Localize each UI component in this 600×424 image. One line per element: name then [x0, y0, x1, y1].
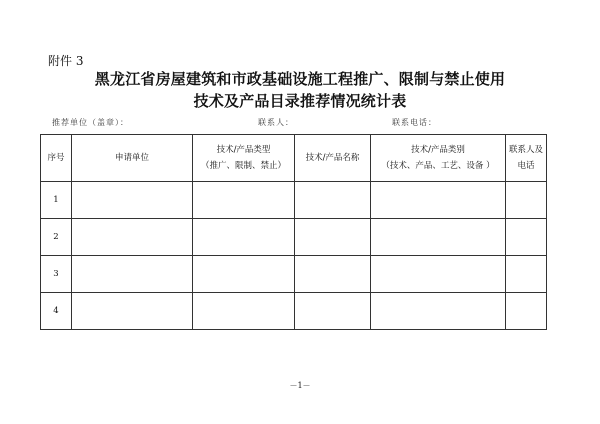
cell-tech-type — [193, 256, 295, 293]
cell-tech-type — [193, 293, 295, 330]
table-row — [41, 219, 547, 256]
header-tech-type — [193, 135, 295, 182]
cell-applicant — [72, 182, 193, 219]
cell-tech-name — [295, 182, 371, 219]
cell-applicant — [72, 256, 193, 293]
contact-phone-label: 联系电话： — [392, 118, 437, 127]
cell-contact — [506, 256, 547, 293]
contact-person-label: 联系人： — [258, 118, 294, 127]
table-header-row — [41, 135, 547, 182]
cell-contact — [506, 293, 547, 330]
cell-tech-name — [295, 293, 371, 330]
table-row — [41, 182, 547, 219]
cell-applicant — [72, 293, 193, 330]
row-number: 3 — [41, 256, 72, 293]
page-number: －1－ — [289, 381, 311, 390]
cell-tech-category — [371, 256, 506, 293]
cell-tech-type — [193, 182, 295, 219]
recommender-label: 推荐单位（盖章）： — [52, 118, 129, 127]
row-number: 1 — [41, 182, 72, 219]
header-tech-category-label: 技术/产品类别 — [411, 145, 465, 155]
header-tech-type-label: 技术/产品类型 — [216, 145, 271, 155]
cell-tech-name — [295, 219, 371, 256]
cell-tech-category — [371, 182, 506, 219]
table-row — [41, 256, 547, 293]
row-number: 4 — [41, 293, 72, 330]
row-number: 2 — [41, 219, 72, 256]
cell-contact — [506, 219, 547, 256]
document-title-line-1: 黑龙江省房屋建筑和市政基础设施工程推广、限制与禁止使用 — [94, 70, 506, 88]
header-tech-category — [371, 135, 506, 182]
header-tech-name: 技术/产品名称 — [295, 135, 371, 182]
cell-contact — [506, 182, 547, 219]
header-applicant: 申请单位 — [72, 135, 193, 182]
header-tech-category-options: （技术、产品、工艺、设备 ） — [381, 161, 495, 171]
header-contact: 联系人及电话 — [506, 135, 547, 182]
cell-tech-category — [371, 219, 506, 256]
document-title-line-2: 技术及产品目录推荐情况统计表 — [193, 92, 407, 110]
cell-applicant — [72, 219, 193, 256]
cell-tech-category — [371, 293, 506, 330]
header-seq: 序号 — [41, 135, 72, 182]
table-row — [41, 293, 547, 330]
cell-tech-type — [193, 219, 295, 256]
statistics-table — [40, 134, 547, 330]
cell-tech-name — [295, 256, 371, 293]
attachment-label: 附件 3 — [48, 54, 84, 68]
header-tech-type-options: （推广、限制、禁止） — [200, 161, 286, 171]
